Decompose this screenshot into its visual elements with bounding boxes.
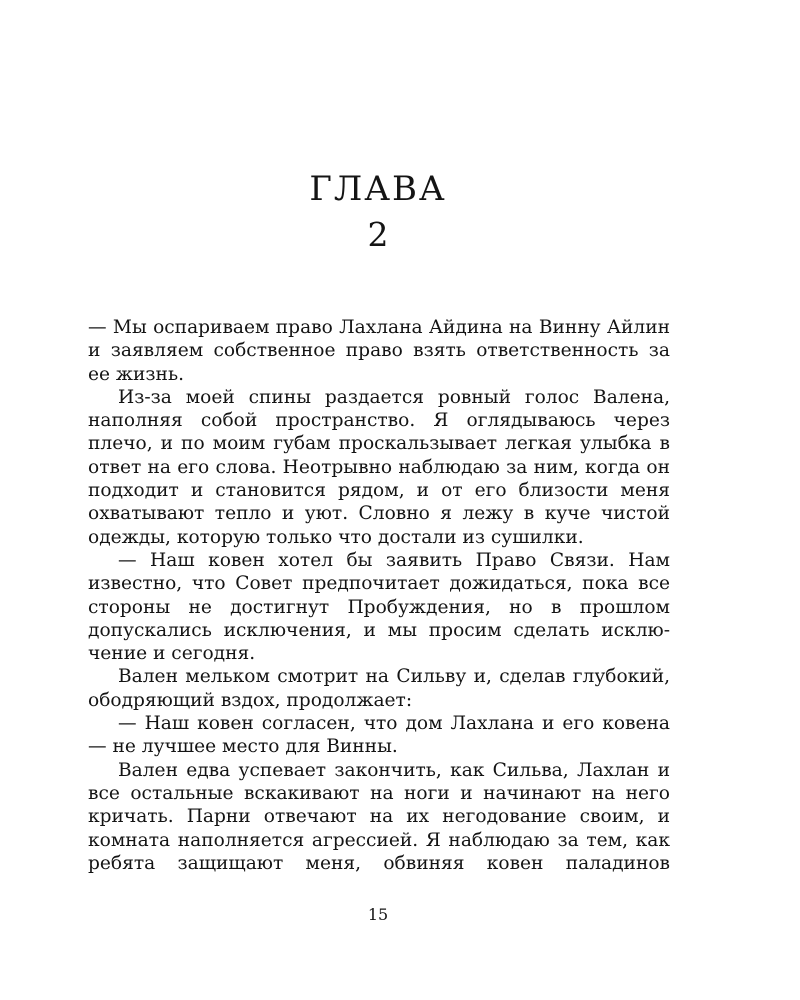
paragraph-4: Вален мельком смотрит на Сильву и, сделав глубокий, ободряющий вздох, продолжает: [88,666,670,711]
chapter-label: ГЛАВА [309,169,447,209]
paragraph-6: Вален едва успевает закончить, как Сильва, Лахлан и все остальные вскакивают на ноги и начинают на него кричать. Парни отвечают на их негодование своим, и комната наполняется агрессией. Я наблюдаю за тем, как ребята защищают меня, обвиняя ковен паладинов [88,759,670,874]
chapter-number: 2 [367,215,389,254]
body-text [88,316,670,875]
page-number: 15 [367,905,389,924]
paragraph-2: Из-за моей спины раздается ровный голос Валена, наполняя собой пространство. Я оглядываюсь через плечо, и по моим губам проскальзывает легкая улыбка в ответ на его слова. Неотрывно наблюдаю за ним, когда он подходит и становится рядом, и от его близости меня охватывают тепло и уют. Словно я лежу в куче чистой одежды, которую только что достали из сушилки. [88,386,670,548]
paragraph-5: — Наш ковен согласен, что дом Лахлана и его ковена — не лучшее место для Винны. [88,713,670,758]
chapter-heading [0,168,756,255]
paragraph-1: — Мы оспариваем право Лахлана Айдина на Винну Айлин и заявляем собственное право взять ответственность за ее жизнь. [88,317,670,385]
paragraph-3: — Наш ковен хотел бы заявить Право Связи. Нам известно, что Совет предпочитает дожидаться, пока все стороны не достигнут Пробуждения, но в прошлом допускались исключения, и мы просим сделать исключение и сегодня. [88,549,670,665]
